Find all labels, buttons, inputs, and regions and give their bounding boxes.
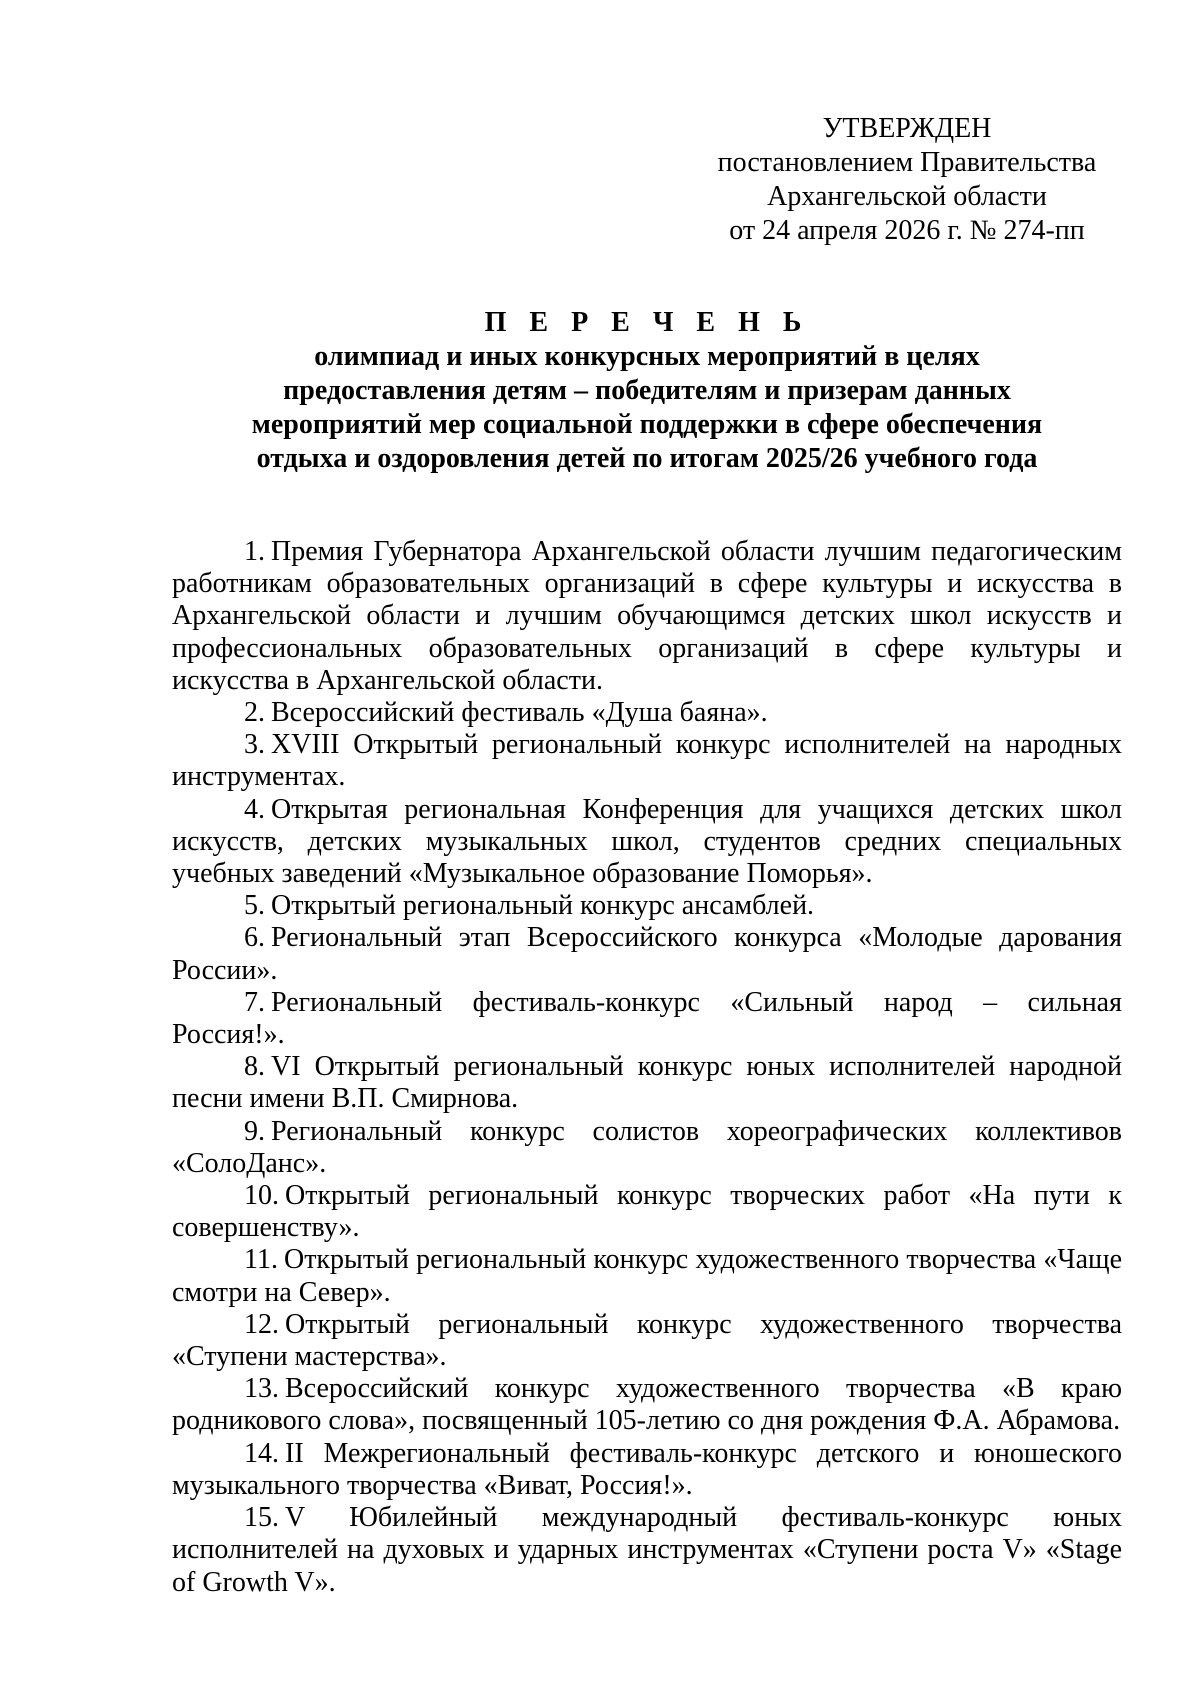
list-item-number: 11. — [244, 1244, 278, 1276]
list-item-number: 6. — [244, 922, 265, 954]
title-subtitle-line: отдыха и оздоровления детей по итогам 2025/26 учебного года — [256, 443, 1038, 474]
list-item-number: 2. — [244, 697, 265, 729]
list-item-text: Открытая региональная Конференция для учащихся детских школ искусств, детских музыкальных школ, студентов средних специальных учебных заведений «Музыкальное образование Поморья». — [172, 793, 1122, 890]
approval-heading: УТВЕРЖДЕН — [822, 113, 992, 144]
list-item-number: 3. — [244, 729, 265, 761]
title-subtitle-line: мероприятий мер социальной поддержки в сфере обеспечения — [251, 409, 1043, 440]
approval-line: постановлением Правительства — [717, 147, 1097, 178]
list-item-text: Всероссийский фестиваль «Душа баяна». — [271, 697, 768, 729]
list-item — [172, 890, 1122, 922]
title-subtitle-line: олимпиад и иных конкурсных мероприятий в целях — [314, 341, 980, 372]
list-item — [172, 1051, 1122, 1115]
list-item-number: 5. — [244, 890, 265, 922]
list-item — [172, 1438, 1122, 1502]
list-item-text: II Межрегиональный фестиваль-конкурс детского и юношеского музыкального творчества «Виват, Россия!». — [172, 1437, 1122, 1501]
list-item-number: 8. — [244, 1051, 265, 1083]
approval-line: Архангельской области — [767, 181, 1047, 212]
list-item-number: 4. — [244, 793, 265, 825]
list-item-number: 13. — [244, 1373, 279, 1405]
list-item-number: 14. — [244, 1437, 279, 1469]
list-item-number: 15. — [244, 1502, 279, 1534]
list-item-number: 10. — [244, 1180, 279, 1212]
list-item — [172, 794, 1122, 891]
list-item-text: Открытый региональный конкурс художественного творчества «Чаще смотри на Север». — [172, 1244, 1122, 1308]
list-item-text: XVIII Открытый региональный конкурс исполнителей на народных инструментах. — [172, 729, 1122, 793]
list-item-number: 7. — [244, 986, 265, 1018]
list-item — [172, 1309, 1122, 1373]
list-item — [172, 987, 1122, 1051]
title-subtitle — [172, 340, 1122, 476]
list-item — [172, 1244, 1122, 1308]
list-item-text: Региональный конкурс солистов хореографических коллективов «СолоДанс». — [172, 1115, 1122, 1179]
list-item-text: Региональный этап Всероссийского конкурса «Молодые дарования России». — [172, 922, 1122, 986]
approval-date-number: от 24 апреля 2026 г. № 274-пп — [729, 215, 1085, 246]
list-item-text: Премия Губернатора Архангельской области лучшим педагогическим работникам образовательных организаций в сфере культуры и искусства в Архангельской области и лучшим обучающимся детских школ искусств и профессиональных образовательных организаций в сфере культуры и искусства в Архангельской области. — [172, 536, 1122, 696]
list-item-number: 12. — [244, 1308, 279, 1340]
list-item-number: 9. — [244, 1115, 265, 1147]
list-item-text: Всероссийский конкурс художественного творчества «В краю родникового слова», посвященный 105-летию со дня рождения Ф.А. Абрамова. — [172, 1373, 1122, 1437]
items-list — [172, 536, 1122, 1599]
document-title — [172, 306, 1122, 476]
title-main: П Е Р Е Ч Е Н Ь — [484, 307, 810, 338]
list-item — [172, 729, 1122, 793]
list-item-text: Региональный фестиваль-конкурс «Сильный народ – сильная Россия!». — [172, 986, 1122, 1051]
list-item — [172, 1180, 1122, 1244]
list-item — [172, 1373, 1122, 1437]
list-item-number: 1. — [244, 536, 265, 567]
list-item-text: V Юбилейный международный фестиваль-конкурс юных исполнителей на духовых и ударных инструментах «Ступени роста V» «Stage of Growth V». — [172, 1502, 1122, 1598]
title-subtitle-line: предоставления детям – победителям и призерам данных — [283, 375, 1011, 406]
list-item — [172, 922, 1122, 986]
list-item — [172, 697, 1122, 729]
list-item — [172, 1116, 1122, 1180]
list-item — [172, 536, 1122, 697]
list-item — [172, 1502, 1122, 1599]
list-item-text: Открытый региональный конкурс творческих работ «На пути к совершенству». — [172, 1180, 1122, 1244]
list-item-text: Открытый региональный конкурс художественного творчества «Ступени мастерства». — [172, 1308, 1122, 1373]
approval-stamp — [712, 112, 1102, 248]
list-item-text: VI Открытый региональный конкурс юных исполнителей народной песни имени В.П. Смирнова. — [172, 1051, 1122, 1115]
list-item-text: Открытый региональный конкурс ансамблей. — [271, 890, 815, 922]
